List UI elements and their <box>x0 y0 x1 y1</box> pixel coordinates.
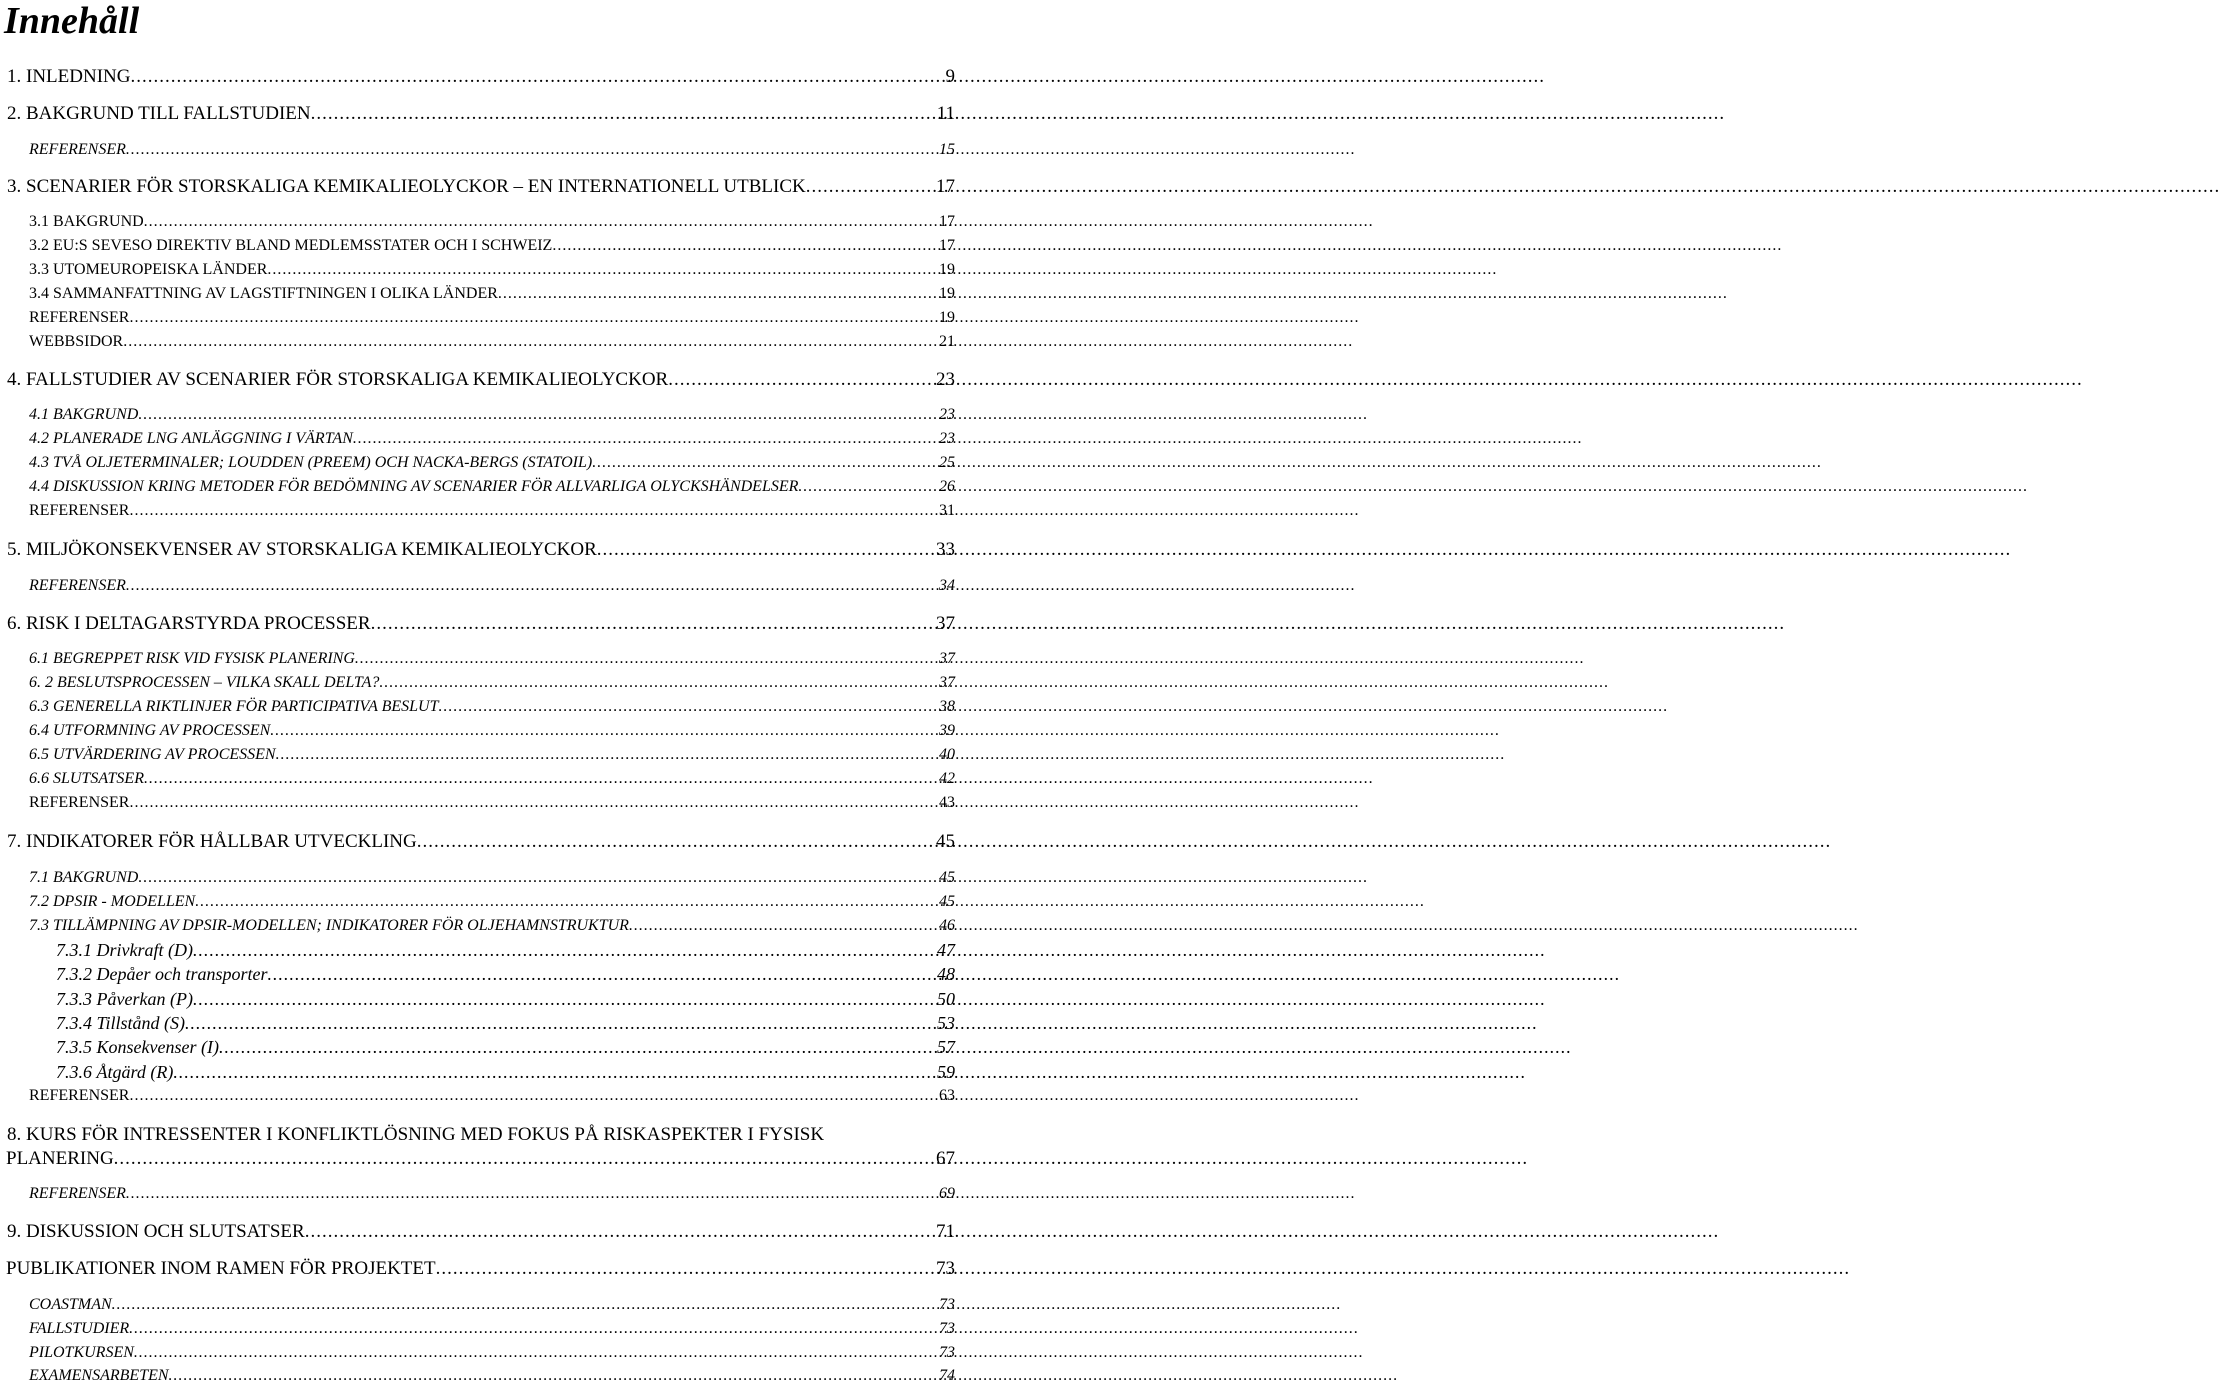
toc-entry-label: 4.2 PLANERADE LNG ANLÄGGNING I VÄRTAN <box>29 430 353 447</box>
toc-entry-page: 59 <box>937 1062 955 1082</box>
toc-entry-label: 7.3.2 Depåer och transporter <box>56 964 268 984</box>
toc-entry-label: 6.4 UTFORMNING AV PROCESSEN <box>29 722 271 739</box>
toc-entry-label: EXAMENSARBETEN <box>29 1367 169 1384</box>
dot-leader <box>138 406 937 424</box>
toc-entry-page: 37 <box>936 613 955 634</box>
toc-entry-label: 8. KURS FÖR INTRESSENTER I KONFLIKTLÖSNING MED FOKUS PÅ RISKASPEKTER I FYSISK <box>7 1124 825 1145</box>
toc-entry-7-3-1[interactable] <box>0 940 955 961</box>
toc-entry-label: REFERENSER <box>29 309 130 326</box>
toc-entry-7-3-4[interactable] <box>0 1013 955 1034</box>
toc-entry-page: 43 <box>939 794 955 811</box>
toc-entry-referenser[interactable] <box>0 309 955 327</box>
toc-entry-page: 50 <box>937 989 955 1009</box>
toc-entry-page: 31 <box>939 502 955 519</box>
toc-entry-label: 6.1 BEGREPPET RISK VID FYSISK PLANERING <box>29 650 355 667</box>
toc-entry-label: REFERENSER <box>29 794 130 811</box>
toc-entry-page: 45 <box>939 893 955 910</box>
toc-entry-page: 11 <box>936 103 955 124</box>
toc-entry-label: REFERENSER <box>29 1087 130 1104</box>
toc-entry-publikationer[interactable] <box>0 1258 955 1280</box>
toc-entry-referenser[interactable] <box>0 141 955 159</box>
toc-entry-webbsidor[interactable] <box>0 333 955 351</box>
toc-entry-referenser[interactable] <box>0 577 955 595</box>
toc-entry-3-2[interactable] <box>0 237 955 255</box>
toc-entry-page: 26 <box>939 478 955 495</box>
dot-leader <box>798 478 937 496</box>
toc-entry-page: 73 <box>939 1320 955 1337</box>
toc-entry-label: REFERENSER <box>29 141 126 158</box>
toc-entry-label: 1. INLEDNING <box>7 66 131 87</box>
toc-entry-3-3[interactable] <box>0 261 955 279</box>
toc-entry-page: 9 <box>945 66 955 87</box>
toc-entry-page: 19 <box>939 285 955 302</box>
toc-entry-label: 4.3 TVÅ OLJETERMINALER; LOUDDEN (PREEM) OCH NACKA-BERGS (STATOIL) <box>29 454 593 471</box>
dot-leader <box>126 577 937 595</box>
toc-entry-page: 47 <box>937 940 955 960</box>
dot-leader <box>267 261 937 279</box>
toc-entry-label: 7.3.6 Åtgärd (R) <box>56 1062 174 1082</box>
toc-entry-label: FALLSTUDIER <box>29 1320 130 1337</box>
dot-leader <box>129 502 937 520</box>
toc-entry-7-1[interactable] <box>0 869 955 887</box>
toc-entry-label: 6.3 GENERELLA RIKTLINJER FÖR PARTICIPATIVA BESLUT <box>29 698 439 715</box>
toc-entry-label: 7. INDIKATORER FÖR HÅLLBAR UTVECKLING <box>7 831 417 852</box>
dot-leader <box>219 1037 935 1058</box>
dot-leader <box>498 285 937 303</box>
toc-entry-page: 69 <box>939 1185 955 1202</box>
toc-entry-page: 19 <box>939 261 955 278</box>
toc-entry-label: 6. 2 BESLUTSPROCESSEN – VILKA SKALL DELTA? <box>29 674 380 691</box>
dot-leader <box>195 893 937 911</box>
toc-entry-page: 42 <box>939 770 955 787</box>
dot-leader <box>629 917 937 935</box>
dot-leader <box>355 650 937 668</box>
toc-entry-label: 5. MILJÖKONSEKVENSER AV STORSKALIGA KEMIKALIEOLYCKOR <box>7 539 597 560</box>
toc-entry-4-4[interactable] <box>0 478 955 496</box>
dot-leader <box>185 1013 935 1034</box>
toc-entry-label: 3.1 BAKGRUND <box>29 213 144 230</box>
toc-entry-label: 7.3.3 Påverkan (P) <box>56 989 193 1009</box>
toc-entry-7-3[interactable] <box>0 917 955 935</box>
toc-entry-scenarier[interactable] <box>0 176 955 198</box>
toc-entry-label: 4.1 BAKGRUND <box>29 406 139 423</box>
toc-entry-bakgrund-fallstudien[interactable] <box>0 103 955 125</box>
toc-entry-page: 53 <box>937 1013 955 1033</box>
toc-entry-3-1[interactable] <box>0 213 955 231</box>
toc-entry-page: 45 <box>939 869 955 886</box>
toc-entry-page: 40 <box>939 746 955 763</box>
toc-entry-6-3[interactable] <box>0 698 955 716</box>
toc-entry-label: 7.3.5 Konsekvenser (I) <box>56 1037 219 1057</box>
dot-leader <box>311 103 935 125</box>
toc-entry-label: 7.3.4 Tillstånd (S) <box>56 1013 186 1033</box>
toc-entry-label: 6.5 UTVÄRDERING AV PROCESSEN <box>29 746 276 763</box>
toc-entry-7-3-5[interactable] <box>0 1037 955 1058</box>
dot-leader <box>138 869 937 887</box>
dot-leader <box>144 770 937 788</box>
toc-entry-page: 37 <box>939 650 955 667</box>
toc-entry-page: 23 <box>939 406 955 423</box>
toc-entry-pilotkursen[interactable] <box>0 1344 955 1362</box>
toc-entry-page: 74 <box>939 1367 955 1384</box>
toc-entry-diskussion[interactable] <box>0 1221 955 1243</box>
toc-entry-label: 7.3.1 Drivkraft (D) <box>56 940 193 960</box>
toc-entry-label: 7.3 TILLÄMPNING AV DPSIR-MODELLEN; INDIKATORER FÖR OLJEHAMNSTRUKTUR <box>29 917 629 934</box>
toc-entry-7-3-3[interactable] <box>0 989 955 1010</box>
dot-leader <box>129 1087 937 1105</box>
toc-entry-label: 9. DISKUSSION OCH SLUTSATSER <box>7 1221 305 1242</box>
toc-entry-page: 25 <box>939 454 955 471</box>
dot-leader <box>114 1148 934 1170</box>
toc-entry-page: 19 <box>939 309 955 326</box>
toc-entry-page: 63 <box>939 1087 955 1104</box>
dot-leader <box>379 674 937 692</box>
toc-entry-6-5[interactable] <box>0 746 955 764</box>
toc-entry-page: 33 <box>936 539 955 560</box>
toc-entry-page: 57 <box>937 1037 955 1057</box>
toc-entry-kurs-continued[interactable] <box>0 1148 955 1170</box>
dot-leader <box>439 698 938 716</box>
toc-entry-page: 17 <box>939 213 955 230</box>
toc-entry-examensarbeten[interactable] <box>0 1367 955 1385</box>
toc-entry-label: 6.6 SLUTSATSER <box>29 770 144 787</box>
toc-entry-referenser[interactable] <box>0 1087 955 1105</box>
dot-leader <box>130 66 943 88</box>
toc-entry-label: 4.4 DISKUSSION KRING METODER FÖR BEDÖMNING AV SCENARIER FÖR ALLVARLIGA OLYCKSHÄNDELSER <box>29 478 799 495</box>
toc-entry-risk[interactable] <box>0 613 955 635</box>
dot-leader <box>267 964 935 985</box>
toc-entry-page: 38 <box>939 698 955 715</box>
toc-entry-6-4[interactable] <box>0 722 955 740</box>
toc-entry-page: 67 <box>936 1148 955 1169</box>
toc-entry-label: PUBLIKATIONER INOM RAMEN FÖR PROJEKTET <box>6 1258 436 1279</box>
toc-entry-label: 7.1 BAKGRUND <box>29 869 139 886</box>
dot-leader <box>305 1221 934 1243</box>
dot-leader <box>193 940 935 961</box>
dot-leader <box>806 176 934 198</box>
toc-entry-referenser[interactable] <box>0 502 955 520</box>
dot-leader <box>353 430 937 448</box>
page-title: Innehåll <box>4 0 140 42</box>
dot-leader <box>193 989 935 1010</box>
toc-entry-page: 73 <box>939 1296 955 1313</box>
toc-entry-label: REFERENSER <box>29 502 130 519</box>
toc-entry-page: 48 <box>937 964 955 984</box>
toc-entry-label: WEBBSIDOR <box>29 333 124 350</box>
toc-entry-page: 17 <box>939 237 955 254</box>
dot-leader <box>417 831 934 853</box>
toc-entry-inledning[interactable] <box>0 66 955 88</box>
toc-entry-4-3[interactable] <box>0 454 955 472</box>
toc-entry-7-2[interactable] <box>0 893 955 911</box>
dot-leader <box>668 369 934 391</box>
dot-leader <box>129 309 937 327</box>
toc-entry-7-3-6[interactable] <box>0 1062 955 1083</box>
toc-entry-referenser[interactable] <box>0 1185 955 1203</box>
toc-entry-coastman[interactable] <box>0 1296 955 1314</box>
toc-entry-label: 3.4 SAMMANFATTNING AV LAGSTIFTNINGEN I OLIKA LÄNDER <box>29 285 498 302</box>
toc-entry-label: 3.2 EU:S SEVESO DIREKTIV BLAND MEDLEMSSTATER OCH I SCHWEIZ <box>29 237 553 254</box>
dot-leader <box>436 1258 934 1280</box>
toc-entry-page: 45 <box>936 831 955 852</box>
toc-entry-label: PILOTKURSEN <box>29 1344 134 1361</box>
toc-entry-miljokonsekvenser[interactable] <box>0 539 955 561</box>
dot-leader <box>276 746 937 764</box>
toc-entry-4-2[interactable] <box>0 430 955 448</box>
dot-leader <box>597 539 934 561</box>
toc-entry-fallstudier[interactable] <box>0 369 955 391</box>
dot-leader <box>123 333 937 351</box>
dot-leader <box>552 237 937 255</box>
toc-entry-page: 34 <box>939 577 955 594</box>
dot-leader <box>129 1320 937 1338</box>
toc-entry-label: PLANERING <box>6 1148 114 1169</box>
toc-entry-label: REFERENSER <box>29 1185 126 1202</box>
toc-entry-6-1[interactable] <box>0 650 955 668</box>
toc-entry-4-1[interactable] <box>0 406 955 424</box>
dot-leader <box>144 213 937 231</box>
toc-entry-fallstudier[interactable] <box>0 1320 955 1338</box>
toc-entry-page: 37 <box>939 674 955 691</box>
dot-leader <box>129 794 937 812</box>
toc-entry-page: 71 <box>936 1221 955 1242</box>
dot-leader <box>592 454 937 472</box>
table-of-contents <box>0 0 960 1388</box>
toc-entry-page: 23 <box>936 369 955 390</box>
toc-entry-page: 46 <box>939 917 955 934</box>
dot-leader <box>270 722 937 740</box>
toc-entry-label: 7.2 DPSIR - MODELLEN <box>29 893 196 910</box>
toc-entry-label: 2. BAKGRUND TILL FALLSTUDIEN <box>7 103 311 124</box>
dot-leader <box>371 613 934 635</box>
toc-entry-page: 23 <box>939 430 955 447</box>
dot-leader <box>173 1062 935 1083</box>
dot-leader <box>112 1296 937 1314</box>
dot-leader <box>126 1185 937 1203</box>
toc-entry-label: 4. FALLSTUDIER AV SCENARIER FÖR STORSKALIGA KEMIKALIEOLYCKOR <box>7 369 669 390</box>
toc-entry-3-4[interactable] <box>0 285 955 303</box>
toc-entry-indikatorer[interactable] <box>0 831 955 853</box>
dot-leader <box>169 1367 937 1385</box>
toc-entry-label: COASTMAN <box>29 1296 112 1313</box>
toc-entry-kurs[interactable] <box>0 1124 955 1146</box>
toc-entry-label: REFERENSER <box>29 577 126 594</box>
toc-entry-page: 73 <box>936 1258 955 1279</box>
toc-entry-label: 3.3 UTOMEUROPEISKA LÄNDER <box>29 261 268 278</box>
toc-entry-label: 3. SCENARIER FÖR STORSKALIGA KEMIKALIEOLYCKOR – EN INTERNATIONELL UTBLICK <box>7 176 806 197</box>
toc-entry-page: 17 <box>936 176 955 197</box>
toc-entry-6-6[interactable] <box>0 770 955 788</box>
toc-entry-page: 73 <box>939 1344 955 1361</box>
toc-entry-7-3-2[interactable] <box>0 964 955 985</box>
toc-entry-page: 15 <box>939 141 955 158</box>
toc-entry-referenser[interactable] <box>0 794 955 812</box>
toc-entry-label: 6. RISK I DELTAGARSTYRDA PROCESSER <box>7 613 371 634</box>
toc-entry-page: 21 <box>939 333 955 350</box>
toc-entry-6-2[interactable] <box>0 674 955 692</box>
dot-leader <box>134 1344 937 1362</box>
toc-entry-page: 39 <box>939 722 955 739</box>
dot-leader <box>126 141 937 159</box>
